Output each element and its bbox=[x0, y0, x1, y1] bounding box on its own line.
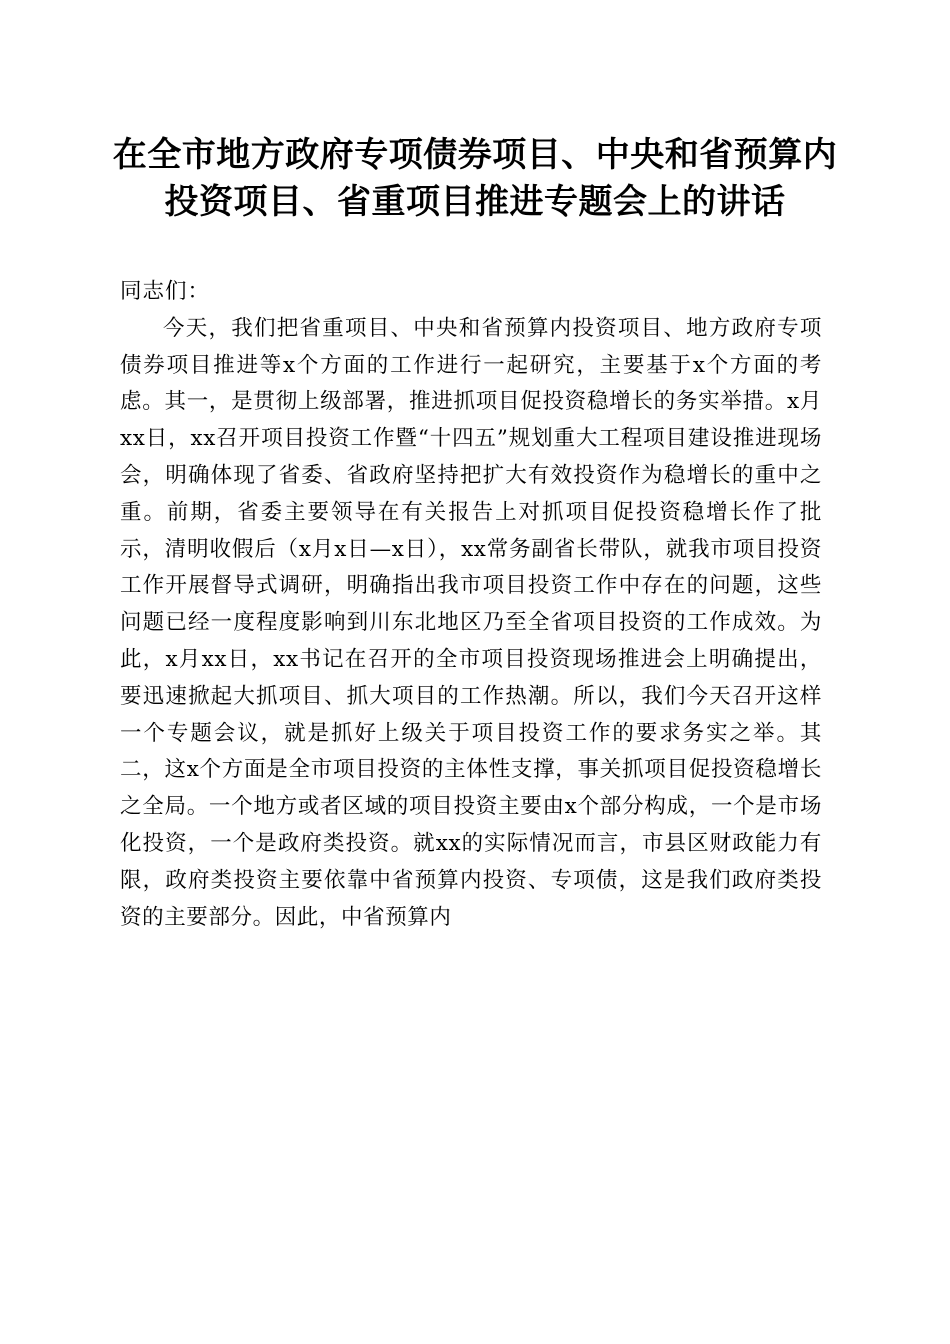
document-body bbox=[120, 274, 822, 936]
body-paragraph: 今天，我们把省重项目、中央和省预算内投资项目、地方政府专项债券项目推进等x个方面的工作进行一起研究，主要基于x个方面的考虑。其一，是贯彻上级部署，推进抓项目促投资稳增长的务实举措。x月xx日，xx召开项目投资工作暨“十四五”规划重大工程项目建设推进现场会，明确体现了省委、省政府坚持把扩大有效投资作为稳增长的重中之重。前期，省委主要领导在有关报告上对抓项目促投资稳增长作了批示，清明收假后（x月x日—x日），xx常务副省长带队，就我市项目投资工作开展督导式调研，明确指出我市项目投资工作中存在的问题，这些问题已经一度程度影响到川东北地区乃至全省项目投资的工作成效。为此，x月xx日，xx书记在召开的全市项目投资现场推进会上明确提出，要迅速掀起大抓项目、抓大项目的工作热潮。所以，我们今天召开这样一个专题会议，就是抓好上级关于项目投资工作的要求务实之举。其二，这x个方面是全市项目投资的主体性支撑，事关抓项目促投资稳增长之全局。一个地方或者区域的项目投资主要由x个部分构成，一个是市场化投资，一个是政府类投资。就xx的实际情况而言，市县区财政能力有限，政府类投资主要依靠中省预算内投资、专项债，这是我们政府类投资的主要部分。因此，中省预算内 bbox=[120, 315, 822, 930]
document-title: 在全市地方政府专项债券项目、中央和省预算内投资项目、省重项目推进专题会上的讲话 bbox=[112, 135, 838, 222]
salutation: 同志们： bbox=[120, 279, 211, 304]
